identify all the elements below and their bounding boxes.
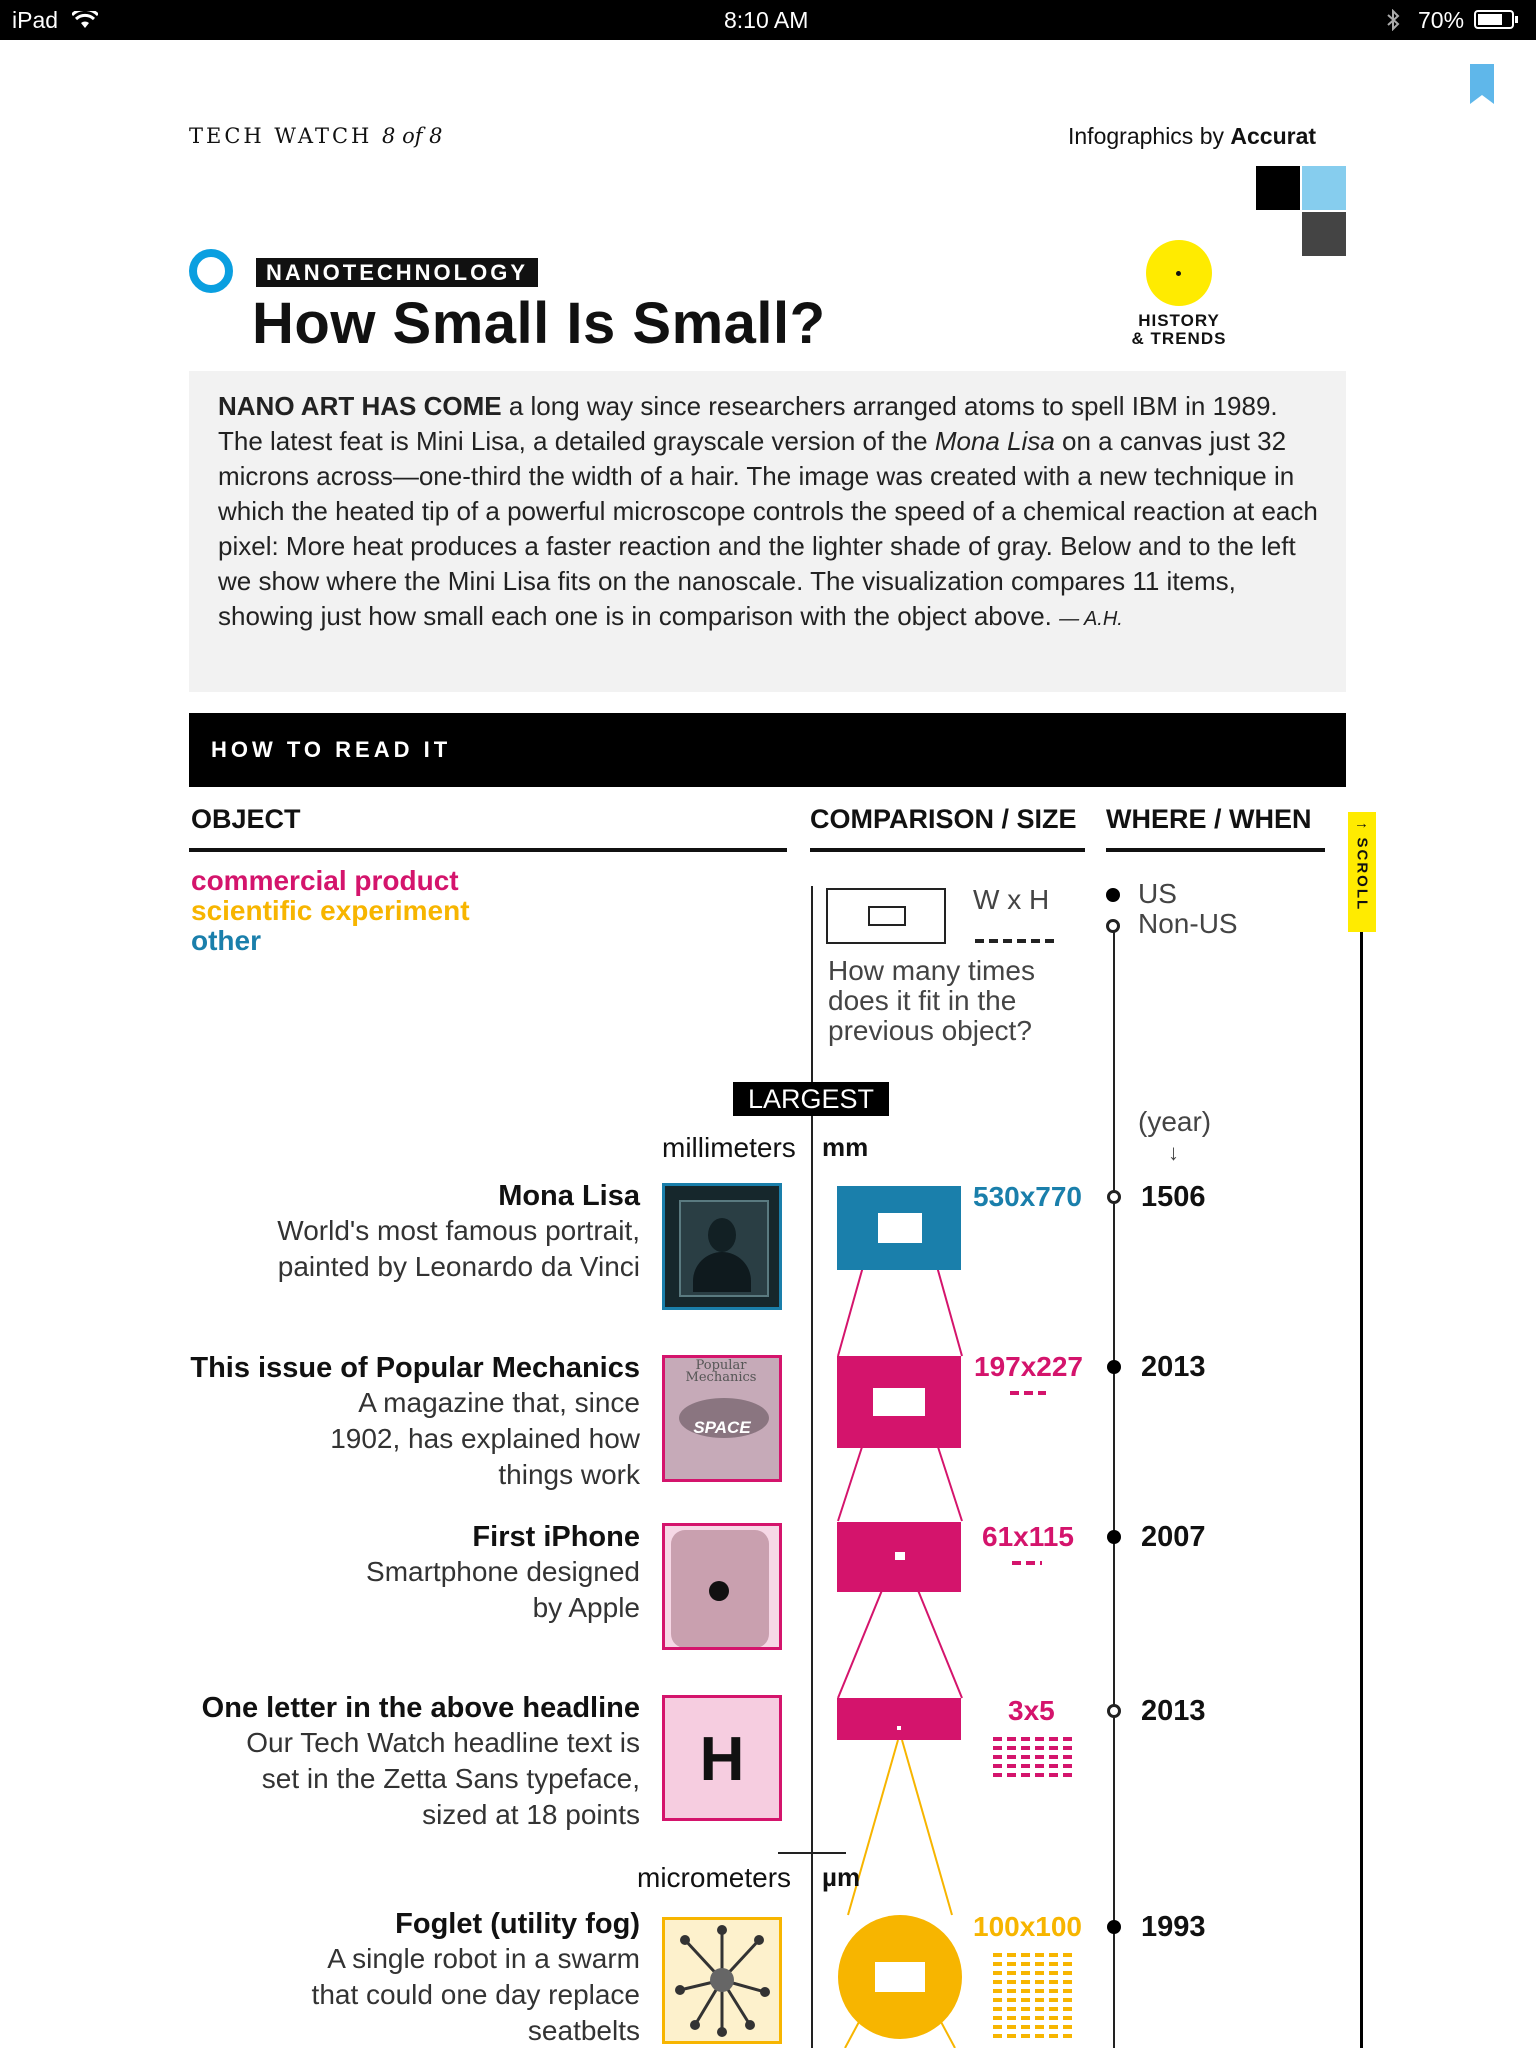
size-headline-letter: 3x5 (1008, 1695, 1055, 1726)
unit-mm-label: millimeters (662, 1132, 796, 1163)
section-name: TECH WATCH (189, 124, 373, 148)
scroll-arrow-icon: ↑ (1353, 821, 1371, 832)
origin-dot-popular-mechanics (1107, 1360, 1121, 1374)
year-hint: (year) (1138, 1106, 1212, 1137)
unit-mm: mm (822, 1132, 869, 1162)
item-headline-letter: One letter in the above headline Our Tech Watch headline text is set in the Zetta Sans typeface, sized at 18 points (140, 1692, 640, 1833)
item-foglet: Foglet (utility fog) A single robot in a swarm that could one day replace seatbelts (200, 1908, 640, 2049)
size-box-popular-mechanics (837, 1356, 961, 1448)
legend-fit-question: How many times does it fit in the previous object? (828, 955, 1035, 1046)
thumb-headline-letter: H (662, 1695, 782, 1821)
battery-percent: 70% (1418, 7, 1465, 33)
item-title: One letter in the above headline (201, 1692, 640, 1724)
year-first-iphone: 2007 (1141, 1521, 1206, 1553)
item-title: Foglet (utility fog) (395, 1908, 640, 1940)
column-object: OBJECT (191, 804, 301, 834)
topic-tag: NANOTECHNOLOGY (256, 258, 538, 287)
unit-um-label: micrometers (637, 1862, 792, 1893)
origin-dot-first-iphone (1107, 1530, 1121, 1544)
size-popular-mechanics: 197x227 (974, 1351, 1084, 1382)
legend-commercial: commercial product (191, 865, 459, 896)
how-to-read-bar: HOW TO READ IT (189, 713, 1346, 787)
intro-text: NANO ART HAS COME a long way since researchers arranged atoms to spell IBM in 1989. The latest feat is Mini Lisa, a detailed grayscale version of the Mona Lisa on a canvas just 32 microns across—one-third the width of a hair. The image was created with a new technique in which the heated tip of a powerful microscope controls the speed of a chemical reaction at each pixel: More heat produces a faster reaction and the lighter shade of gray. Below and to the left we show where the Mini Lisa fits on the nanoscale. The visualization compares 11 items, showing just how small each one is in comparison with the object above. — A.H. (218, 391, 1318, 631)
fit-dashes-headline-letter (993, 1737, 1077, 1787)
unit-break (778, 1852, 846, 1854)
apple-logo-icon (709, 1581, 729, 1601)
legend-other: other (191, 925, 261, 956)
thumb-popular-mechanics: Popular Mechanics SPACE (662, 1355, 782, 1482)
size-mona-lisa: 530x770 (973, 1181, 1083, 1212)
device-name: iPad (12, 7, 59, 33)
legend-wxh: W x H (973, 884, 1050, 915)
item-first-iphone: First iPhone Smartphone designed by Apple (200, 1521, 640, 1626)
legend-nonus: Non-US (1138, 908, 1238, 939)
fit-dashes-popular-mechanics (1010, 1391, 1046, 1395)
item-popular-mechanics: This issue of Popular Mechanics A magazine that, since 1902, has explained how things work (140, 1352, 640, 1493)
year-popular-mechanics: 2013 (1141, 1351, 1206, 1383)
origin-dot-headline-letter (1107, 1704, 1121, 1718)
scroll-label: SCROLL (1353, 837, 1371, 912)
thumb-foglet (662, 1917, 782, 2044)
column-where: WHERE / WHEN (1106, 804, 1312, 834)
size-box-headline-letter (837, 1698, 961, 1740)
legend-scientific: scientific experiment (191, 895, 470, 926)
column-comparison: COMPARISON / SIZE (810, 804, 1077, 834)
year-mona-lisa: 1506 (1141, 1181, 1206, 1213)
page-indicator: 8 of 8 (382, 124, 443, 148)
unit-um: µm (822, 1862, 861, 1892)
history-badge-label: HISTORY & TRENDS (1131, 311, 1227, 348)
size-foglet: 100x100 (973, 1911, 1083, 1942)
largest-label: LARGEST (733, 1082, 889, 1116)
thumb-first-iphone (662, 1523, 782, 1650)
year-foglet: 1993 (1141, 1911, 1206, 1943)
item-title: First iPhone (472, 1521, 640, 1553)
item-title: This issue of Popular Mechanics (190, 1352, 640, 1384)
year-headline-letter: 2013 (1141, 1695, 1206, 1727)
fit-dashes-first-iphone (1012, 1561, 1042, 1565)
page-title: How Small Is Small? (252, 291, 826, 356)
thumb-mona-lisa (662, 1183, 782, 1310)
origin-dot-foglet (1107, 1920, 1121, 1934)
item-mona-lisa: Mona Lisa World's most famous portrait, painted by Leonardo da Vinci (200, 1180, 640, 1285)
item-title: Mona Lisa (498, 1180, 640, 1212)
year-hint-arrow-icon: ↓ (1168, 1140, 1179, 1165)
fit-dashes-foglet (993, 1953, 1077, 2048)
legend-us: US (1138, 878, 1177, 909)
size-circle-foglet (838, 1915, 962, 2039)
origin-dot-mona-lisa (1107, 1190, 1121, 1204)
size-box-mona-lisa (837, 1186, 961, 1270)
clock: 8:10 AM (724, 7, 809, 33)
size-first-iphone: 61x115 (982, 1521, 1074, 1552)
credit-name: Accurat (1230, 123, 1317, 149)
credit-prefix: Infographics by (1068, 123, 1224, 149)
size-box-first-iphone (837, 1522, 961, 1592)
